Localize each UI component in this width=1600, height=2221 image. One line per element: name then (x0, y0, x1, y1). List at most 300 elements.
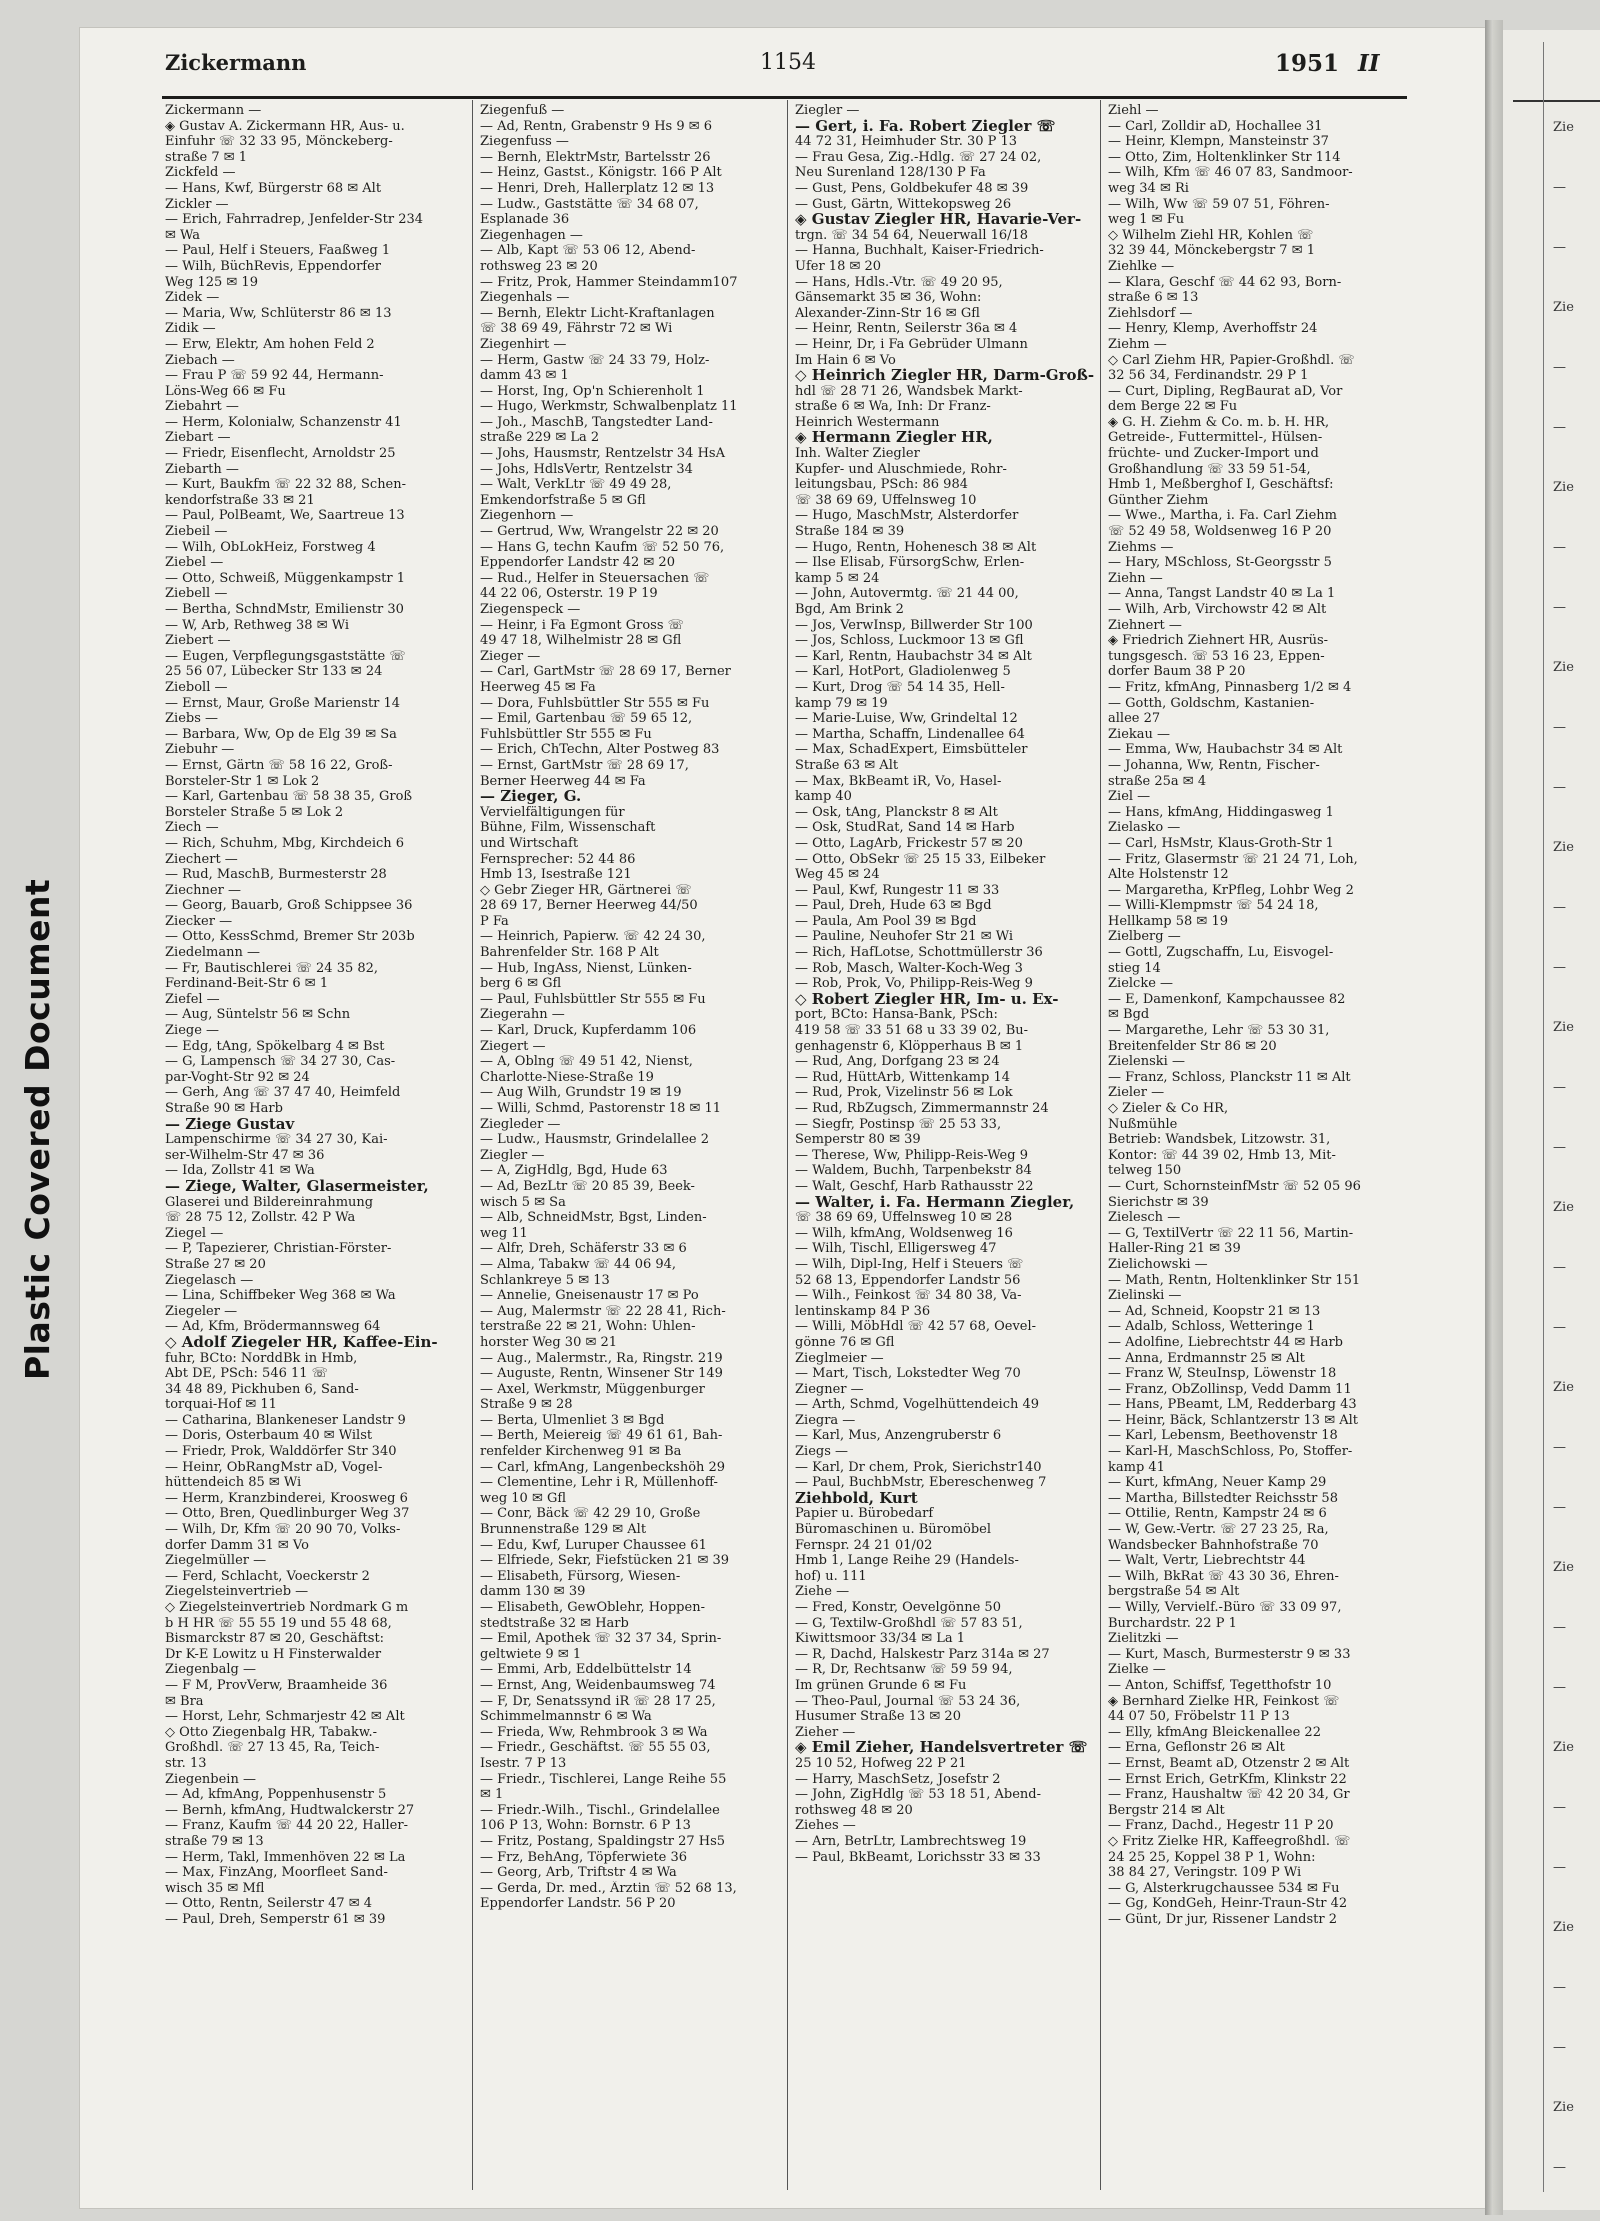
directory-entry-line: weg 10 ✉ Gfl (480, 1490, 567, 1506)
directory-entry-line: — Franz, Haushaltw ☏ 42 20 34, Gr (1108, 1787, 1350, 1803)
directory-entry-line: Zielcke — (1108, 976, 1174, 992)
directory-entry-line: — Paul, BkBeamt, Lorichsstr 33 ✉ 33 (795, 1849, 1041, 1865)
column-divider (1100, 100, 1101, 2190)
adjacent-page-fragment: — (1553, 1680, 1566, 1695)
directory-entry-line: — Heinz, Gastst., Königstr. 166 P Alt (480, 165, 722, 181)
directory-entry-line: — Hans, kfmAng, Hiddingasweg 1 (1108, 804, 1334, 820)
directory-entry-line: — Walt, VerkLtr ☏ 49 49 28, (480, 477, 672, 493)
directory-entry-line: — Siegfr, Postinsp ☏ 25 53 33, (795, 1116, 1002, 1132)
directory-entry-line: Borsteler Straße 5 ✉ Lok 2 (165, 804, 344, 820)
directory-entry-line: Burchardstr. 22 P 1 (1108, 1615, 1237, 1631)
directory-entry-line: — Georg, Arb, Triftstr 4 ✉ Wa (480, 1865, 677, 1881)
directory-entry-line: — A, ZigHdlg, Bgd, Hude 63 (480, 1163, 668, 1179)
directory-entry-line: — Frau Gesa, Zig.-Hdlg. ☏ 27 24 02, (795, 149, 1042, 165)
directory-entry-line: — Rud, Prok, Vizelinstr 56 ✉ Lok (795, 1085, 1013, 1101)
adjacent-page-fragment: — (1553, 1980, 1566, 1995)
directory-entry-line: Schlankreye 5 ✉ 13 (480, 1272, 610, 1288)
directory-entry-line: Zidek — (165, 290, 220, 306)
directory-entry-line: — Axel, Werkmstr, Müggenburger (480, 1381, 705, 1397)
directory-entry-line: Bgd, Am Brink 2 (795, 602, 904, 617)
directory-entry-line: — Adalb, Schloss, Wetteringe 1 (1108, 1319, 1315, 1335)
directory-column-1 (165, 103, 467, 2188)
directory-entry-line: — Rud, HüttArb, Wittenkamp 14 (795, 1069, 1010, 1085)
directory-entry-line: hof) u. 111 (795, 1568, 867, 1584)
directory-entry-line: Zielichowski — (1108, 1256, 1208, 1272)
directory-entry-line: — Rob, Masch, Walter-Koch-Weg 3 (795, 960, 1023, 976)
directory-entry-line: — Wilh, Arb, Virchowstr 42 ✉ Alt (1108, 602, 1327, 617)
directory-entry-line: Bühne, Film, Wissenschaft (480, 820, 656, 836)
directory-entry-line: 25 56 07, Lübecker Str 133 ✉ 24 (165, 664, 383, 680)
directory-entry-line: — Therese, Ww, Philipp-Reis-Weg 9 (795, 1147, 1028, 1163)
directory-entry-line: Ziegelsteinvertrieb — (165, 1584, 309, 1600)
directory-entry-line: — Elfriede, Sekr, Fiefstücken 21 ✉ 39 (480, 1553, 730, 1569)
directory-entry-line: Ziegenbein — (165, 1771, 256, 1787)
directory-entry-line: — Franz, Dachd., Hegestr 11 P 20 (1108, 1818, 1334, 1834)
directory-entry-line: — Willy, Vervielf.-Büro ☏ 33 09 97, (1108, 1600, 1342, 1615)
directory-entry-line: ◇ Gebr Zieger HR, Gärtnerei ☏ (480, 882, 692, 898)
directory-entry-line: — Willi, Schmd, Pastorenstr 18 ✉ 11 (480, 1101, 722, 1116)
directory-entry-line: Zieboll — (165, 679, 228, 695)
directory-entry-line: — Heinr, Klempn, Mansteinstr 37 (1108, 134, 1329, 150)
directory-entry-line: Ziegenbalg — (165, 1662, 256, 1678)
directory-entry-line: straße 6 ✉ 13 (1108, 290, 1199, 306)
directory-entry-line: — Wilh, Tischl, Elligersweg 47 (795, 1241, 997, 1257)
directory-entry-line: Zickler — (165, 196, 229, 212)
directory-entry-line: — Friedr.-Wilh., Tischl., Grindelallee (480, 1802, 720, 1818)
directory-entry-line: — Rud., Helfer in Steuersachen ☏ (480, 570, 710, 586)
directory-entry-line: — Alma, Tabakw ☏ 44 06 94, (480, 1256, 677, 1272)
directory-entry-line: Husumer Straße 13 ✉ 20 (795, 1709, 961, 1725)
directory-entry-line: berg 6 ✉ Gfl (480, 976, 562, 992)
directory-entry-line: — Curt, SchornsteinfMstr ☏ 52 05 96 (1108, 1178, 1361, 1194)
directory-entry-line: Großhandlung ☏ 33 59 51-54, (1108, 461, 1311, 477)
adjacent-page-fragment: Zie (1553, 120, 1574, 135)
directory-entry-line: und Wirtschaft (480, 835, 579, 851)
directory-entry-line: — Pauline, Neuhofer Str 21 ✉ Wi (795, 929, 1014, 945)
directory-entry-line: renfelder Kirchenweg 91 ✉ Ba (480, 1444, 682, 1460)
directory-entry-line: ✉ 1 (480, 1787, 504, 1803)
directory-entry-line: 28 69 17, Berner Heerweg 44/50 (480, 898, 698, 914)
adjacent-page-fragment: — (1553, 1080, 1566, 1095)
directory-entry-line: kamp 79 ✉ 19 (795, 695, 888, 711)
directory-entry-line: straße 25a ✉ 4 (1108, 773, 1207, 789)
directory-entry-line: Großhdl. ☏ 27 13 45, Ra, Teich- (165, 1740, 380, 1756)
directory-entry-line: Ziehbold, Kurt (795, 1490, 918, 1507)
directory-entry-line: kendorfstraße 33 ✉ 21 (165, 492, 315, 508)
directory-entry-line: par-Voght-Str 92 ✉ 24 (165, 1069, 310, 1085)
directory-entry-line: — Bertha, SchndMstr, Emilienstr 30 (165, 602, 404, 617)
directory-entry-line: Ziehn — (1108, 570, 1163, 586)
directory-entry-line: Emkendorfstraße 5 ✉ Gfl (480, 492, 646, 508)
adjacent-page-fragment: — (1553, 1800, 1566, 1815)
directory-entry-line: Gänsemarkt 35 ✉ 36, Wohn: (795, 290, 982, 306)
directory-entry-line: Ziegenfuss — (480, 134, 569, 150)
directory-entry-line: Weg 45 ✉ 24 (795, 867, 880, 883)
directory-entry-line: Brunnenstraße 129 ✉ Alt (480, 1522, 647, 1538)
directory-entry-line: Ziegler — (480, 1147, 545, 1163)
directory-entry-line: geltwiete 9 ✉ 1 (480, 1646, 582, 1662)
directory-entry-line: 32 39 44, Mönckebergstr 7 ✉ 1 (1108, 243, 1316, 259)
directory-entry-line: straße 7 ✉ 1 (165, 149, 248, 165)
adjacent-page-fragment: Zie (1553, 660, 1574, 675)
directory-entry-line: — Paul, Dreh, Semperstr 61 ✉ 39 (165, 1911, 386, 1927)
directory-entry-line: Zieger — (480, 648, 541, 664)
directory-entry-line: dem Berge 22 ✉ Fu (1108, 399, 1238, 415)
directory-entry-line: 32 56 34, Ferdinandstr. 29 P 1 (1108, 368, 1309, 384)
directory-entry-line: — Martha, Billstedter Reichsstr 58 (1108, 1490, 1338, 1506)
directory-entry-line: Straße 184 ✉ 39 (795, 524, 905, 540)
directory-entry-line: 34 48 89, Pickhuben 6, Sand- (165, 1381, 359, 1397)
directory-entry-line: — Wilh, ObLokHeiz, Forstweg 4 (165, 539, 376, 555)
directory-entry-line: ◇ Heinrich Ziegler HR, Darm-Groß- (795, 368, 1095, 384)
directory-entry-line: — Hans, Kwf, Bürgerstr 68 ✉ Alt (165, 180, 382, 196)
directory-entry-line: — Otto, Bren, Quedlinburger Weg 37 (165, 1506, 410, 1522)
directory-entry-line: Heerweg 45 ✉ Fa (480, 679, 596, 695)
directory-column-2 (480, 103, 782, 2188)
adjacent-page-fragment: — (1553, 240, 1566, 255)
directory-entry-line: Hmb 1, Meßberghof I, Geschäftsf: (1108, 477, 1334, 493)
directory-entry-line: — Ferd, Schlacht, Voeckerstr 2 (165, 1568, 370, 1584)
directory-entry-line: — G, Lampensch ☏ 34 27 30, Cas- (165, 1054, 396, 1070)
adjacent-page-fragment: — (1553, 1260, 1566, 1275)
directory-entry-line: — Otto, ObSekr ☏ 25 15 33, Eilbeker (795, 851, 1046, 867)
directory-entry-line: ◈ G. H. Ziehm & Co. m. b. H. HR, (1108, 414, 1330, 430)
directory-entry-line: Getreide-, Futtermittel-, Hülsen- (1108, 430, 1323, 446)
directory-entry-line: — Eugen, Verpflegungsgaststätte ☏ (165, 648, 406, 664)
directory-entry-line: — Gerh, Ang ☏ 37 47 40, Heimfeld (165, 1085, 401, 1101)
directory-entry-line: Ziehlke — (1108, 258, 1175, 274)
directory-entry-line: Ziegenfuß — (480, 103, 565, 118)
directory-entry-line: — Hugo, Rentn, Hohenesch 38 ✉ Alt (795, 539, 1037, 555)
directory-entry-line: — Ludw., Hausmstr, Grindelallee 2 (480, 1132, 710, 1148)
directory-entry-line: — Friedr., Geschäftst. ☏ 55 55 03, (480, 1740, 711, 1756)
adjacent-page-fragment: — (1553, 540, 1566, 555)
directory-entry-line: Zieglmeier — (795, 1350, 884, 1366)
directory-entry-line: ✉ Wa (165, 227, 201, 243)
directory-entry-line: Ziegenhals — (480, 290, 570, 306)
directory-entry-line: — Carl, Zolldir aD, Hochallee 31 (1108, 118, 1323, 134)
adjacent-page-fragment: Zie (1553, 1920, 1574, 1935)
directory-entry-line: — Lina, Schiffbeker Weg 368 ✉ Wa (165, 1288, 396, 1304)
directory-entry-line: weg 1 ✉ Fu (1108, 212, 1185, 228)
directory-entry-line: 24 25 25, Koppel 38 P 1, Wohn: (1108, 1849, 1316, 1865)
directory-entry-line: — Bernh, ElektrMstr, Bartelsstr 26 (480, 149, 711, 165)
directory-entry-line: — Curt, Dipling, RegBaurat aD, Vor (1108, 383, 1343, 399)
directory-entry-line: port, BCto: Hansa-Bank, PSch: (795, 1007, 998, 1023)
directory-entry-line: — Gottl, Zugschaffn, Lu, Eisvogel- (1108, 945, 1334, 961)
adjacent-page-fragment: — (1553, 1320, 1566, 1335)
directory-entry-line: — Hanna, Buchhalt, Kaiser-Friedrich- (795, 243, 1044, 259)
directory-entry-line: — Ernst, GartMstr ☏ 28 69 17, (480, 757, 689, 773)
directory-entry-line: Kontor: ☏ 44 39 02, Hmb 13, Mit- (1108, 1147, 1336, 1163)
directory-entry-line: Ziebert — (165, 633, 231, 649)
adjacent-page-fragment: — (1553, 2040, 1566, 2055)
adjacent-page-column-rule (1543, 42, 1546, 2192)
directory-entry-line: Borsteler-Str 1 ✉ Lok 2 (165, 773, 320, 789)
directory-entry-line: — Ernst, Ang, Weidenbaumsweg 74 (480, 1677, 716, 1693)
directory-entry-line: straße 229 ✉ La 2 (480, 430, 600, 446)
directory-entry-line: — Walt, Geschf, Harb Rathausstr 22 (795, 1178, 1034, 1194)
directory-entry-line: — A, Oblng ☏ 49 51 42, Nienst, (480, 1054, 693, 1070)
directory-year: 1951 (1275, 50, 1340, 77)
directory-entry-line: — Paul, BuchbMstr, Ebereschenweg 7 (795, 1475, 1047, 1491)
directory-entry-line: Berner Heerweg 44 ✉ Fa (480, 773, 646, 789)
directory-entry-line: — Wilh, Ww ☏ 59 07 51, Föhren- (1108, 196, 1330, 212)
directory-entry-line: — Karl, Gartenbau ☏ 58 38 35, Groß (165, 789, 413, 805)
directory-entry-line: — Wilh., Feinkost ☏ 34 80 38, Va- (795, 1288, 1022, 1304)
directory-entry-line: Ziegenhagen — (480, 227, 583, 243)
directory-entry-line: — Alb, Kapt ☏ 53 06 12, Abend- (480, 243, 696, 259)
directory-entry-line: Ziehe — (795, 1584, 850, 1600)
adjacent-page-fragment: — (1553, 1620, 1566, 1635)
directory-entry-line: kamp 40 (795, 789, 852, 805)
directory-entry-line: — Johs, Hausmstr, Rentzelstr 34 HsA (480, 446, 725, 462)
directory-entry-line: — Ziege Gustav (165, 1116, 295, 1133)
directory-entry-line: ◈ Gustav A. Zickermann HR, Aus- u. (165, 118, 405, 134)
directory-column-3 (795, 103, 1097, 2188)
adjacent-page-fragment: — (1553, 720, 1566, 735)
directory-entry-line: — Gertrud, Ww, Wrangelstr 22 ✉ 20 (480, 524, 719, 540)
directory-entry-line: stedtstraße 32 ✉ Harb (480, 1615, 629, 1631)
directory-entry-line: — Joh., MaschB, Tangstedter Land- (480, 414, 713, 430)
directory-entry-line: — Henry, Klemp, Averhoffstr 24 (1108, 321, 1318, 337)
directory-entry-line: — Karl, Lebensm, Beethovenstr 18 (1108, 1428, 1338, 1444)
directory-entry-line: — Berta, Ulmenliet 3 ✉ Bgd (480, 1412, 665, 1428)
directory-entry-line: Hellkamp 58 ✉ 19 (1108, 913, 1228, 929)
directory-entry-line: — Erich, ChTechn, Alter Postweg 83 (480, 742, 720, 758)
directory-entry-line: 52 68 13, Eppendorfer Landstr 56 (795, 1272, 1021, 1288)
adjacent-page-fragment: — (1553, 1140, 1566, 1155)
directory-entry-line: — Paul, Dreh, Hude 63 ✉ Bgd (795, 898, 992, 914)
directory-entry-line: Im grünen Grunde 6 ✉ Fu (795, 1677, 967, 1693)
directory-entry-line: — Paul, Kwf, Rungestr 11 ✉ 33 (795, 882, 1000, 898)
directory-entry-line: — Arth, Schmd, Vogelhüttendeich 49 (795, 1397, 1040, 1413)
directory-entry-line: — Karl, Dr chem, Prok, Sierichstr140 (795, 1459, 1042, 1475)
directory-entry-line: Ziebel — (165, 555, 224, 571)
directory-entry-line: Hmb 13, Isestraße 121 (480, 867, 632, 883)
directory-entry-line: Zieher — (795, 1724, 856, 1740)
directory-entry-line: — Willi-Klempmstr ☏ 54 24 18, (1108, 898, 1319, 914)
directory-entry-line: ☏ 38 69 69, Uffelnsweg 10 ✉ 28 (795, 1210, 1013, 1226)
directory-entry-line: Löns-Weg 66 ✉ Fu (165, 383, 286, 399)
directory-entry-line: Ziekau — (1108, 726, 1171, 742)
directory-entry-line: — Anna, Tangst Landstr 40 ✉ La 1 (1108, 586, 1336, 602)
directory-entry-line: — Aug Wilh, Grundstr 19 ✉ 19 (480, 1085, 682, 1101)
directory-entry-line: — Otto, Rentn, Seilerstr 47 ✉ 4 (165, 1896, 373, 1912)
directory-entry-line: — Rud, RbZugsch, Zimmermannstr 24 (795, 1101, 1049, 1116)
adjacent-page-fragment: — (1553, 1500, 1566, 1515)
directory-entry-line: — Fritz, kfmAng, Pinnasberg 1/2 ✉ 4 (1108, 679, 1352, 695)
directory-entry-line: bergstraße 54 ✉ Alt (1108, 1584, 1240, 1600)
directory-entry-line: 106 P 13, Wohn: Bornstr. 6 P 13 (480, 1818, 691, 1834)
adjacent-page-fragment: Zie (1553, 1380, 1574, 1395)
directory-entry-line: Ziebarth — (165, 461, 239, 477)
directory-entry-line: — Paula, Am Pool 39 ✉ Bgd (795, 913, 977, 929)
directory-entry-line: — Hub, IngAss, Nienst, Lünken- (480, 960, 692, 976)
directory-entry-line: Betrieb: Wandsbek, Litzowstr. 31, (1108, 1132, 1331, 1148)
directory-entry-line: — Adolfine, Liebrechtstr 44 ✉ Harb (1108, 1334, 1343, 1350)
directory-entry-line: — Osk, tAng, Planckstr 8 ✉ Alt (795, 804, 998, 820)
directory-entry-line: Ziebs — (165, 711, 219, 727)
directory-entry-line: Ziechner — (165, 882, 241, 898)
directory-entry-line: Zieler — (1108, 1085, 1165, 1101)
directory-entry-line: — Gust, Gärtn, Wittekopsweg 26 (795, 196, 1012, 212)
directory-entry-line: Neu Surenland 128/130 P Fa (795, 165, 986, 181)
adjacent-page-fragment: Zie (1553, 2100, 1574, 2115)
directory-entry-line: Bahrenfelder Str. 168 P Alt (480, 945, 659, 961)
directory-entry-line: Ufer 18 ✉ 20 (795, 258, 882, 274)
directory-entry-line: lentinskamp 84 P 36 (795, 1303, 931, 1319)
directory-entry-line: — Alb, SchneidMstr, Bgst, Linden- (480, 1210, 707, 1226)
directory-entry-line: Ziel — (1108, 789, 1151, 805)
directory-column-4 (1108, 103, 1410, 2188)
directory-entry-line: — G, TextilVertr ☏ 22 11 56, Martin- (1108, 1225, 1354, 1241)
header-rule (162, 96, 1407, 99)
directory-entry-line: rothsweg 48 ✉ 20 (795, 1802, 913, 1818)
directory-entry-line: Ziegner — (795, 1381, 864, 1397)
directory-entry-line: — Franz, ObZollinsp, Vedd Damm 11 (1108, 1381, 1352, 1397)
directory-entry-line: weg 34 ✉ Ri (1108, 180, 1189, 196)
directory-entry-line: — Jos, Schloss, Luckmoor 13 ✉ Gfl (795, 633, 1024, 649)
directory-entry-line: kamp 41 (1108, 1459, 1165, 1475)
directory-entry-line: Zielitzki — (1108, 1631, 1179, 1647)
directory-entry-line: ◈ Gustav Ziegler HR, Havarie-Ver- (795, 212, 1082, 228)
directory-entry-line: — Otto, LagArb, Frickestr 57 ✉ 20 (795, 835, 1023, 851)
directory-entry-line: — Johanna, Ww, Rentn, Fischer- (1108, 757, 1320, 773)
directory-entry-line: Papier u. Bürobedarf (795, 1506, 934, 1522)
directory-entry-line: — Maria, Ww, Schlüterstr 86 ✉ 13 (165, 305, 392, 321)
adjacent-page-fragment: Zie (1553, 1200, 1574, 1215)
directory-entry-line: Ziegenhorn — (480, 508, 574, 524)
adjacent-page-fragment: — (1553, 960, 1566, 975)
directory-entry-line: — R, Dr, Rechtsanw ☏ 59 59 94, (795, 1662, 1013, 1678)
directory-entry-line: Glaserei und Bildereinrahmung (165, 1194, 374, 1210)
directory-entry-line: — Willi, MöbHdl ☏ 42 57 68, Oevel- (795, 1319, 1037, 1335)
directory-entry-line: — Marie-Luise, Ww, Grindeltal 12 (795, 711, 1018, 727)
directory-entry-line: — Johs, HdlsVertr, Rentzelstr 34 (480, 461, 693, 477)
directory-entry-line: ◇ Zieler & Co HR, (1108, 1101, 1229, 1116)
directory-entry-line: Ziebart — (165, 430, 231, 446)
directory-entry-line: stieg 14 (1108, 960, 1161, 976)
directory-entry-line: trgn. ☏ 34 54 64, Neuerwall 16/18 (795, 227, 1029, 243)
directory-entry-line: Ziegenspeck — (480, 602, 581, 617)
directory-entry-line: — Erw, Elektr, Am hohen Feld 2 (165, 336, 375, 352)
directory-entry-line: — Hary, MSchloss, St-Georgsstr 5 (1108, 555, 1332, 571)
directory-entry-line: rothsweg 23 ✉ 20 (480, 258, 598, 274)
directory-entry-line: — Harry, MaschSetz, Josefstr 2 (795, 1771, 1001, 1787)
directory-entry-line: — Erna, Geflonstr 26 ✉ Alt (1108, 1740, 1285, 1756)
directory-entry-line: Semperstr 80 ✉ 39 (795, 1132, 921, 1148)
directory-entry-line: — Franz, Kaufm ☏ 44 20 22, Haller- (165, 1818, 408, 1834)
directory-entry-line: ✉ Bra (165, 1693, 204, 1709)
directory-entry-line: Ziech — (165, 820, 219, 836)
directory-entry-line: Ziechert — (165, 851, 238, 867)
directory-entry-line: — Ad, BezLtr ☏ 20 85 39, Beek- (480, 1178, 695, 1194)
directory-entry-line: Ziebuhr — (165, 742, 235, 758)
directory-entry-line: — Waldem, Buchh, Tarpenbekstr 84 (795, 1163, 1032, 1179)
directory-entry-line: — Carl, GartMstr ☏ 28 69 17, Berner (480, 664, 731, 680)
directory-entry-line: — Fritz, Prok, Hammer Steindamm107 (480, 274, 738, 290)
directory-entry-line: — Gust, Pens, Goldbekufer 48 ✉ 39 (795, 180, 1029, 196)
directory-entry-line: Eppendorfer Landstr 42 ✉ 20 (480, 555, 675, 571)
directory-entry-line: tungsgesch. ☏ 53 16 23, Eppen- (1108, 648, 1325, 664)
directory-entry-line: — Catharina, Blankeneser Landstr 9 (165, 1412, 406, 1428)
directory-entry-line: — Ad, Kfm, Brödermannsweg 64 (165, 1319, 381, 1335)
directory-entry-line: — Otto, Schweiß, Müggenkampstr 1 (165, 570, 405, 586)
directory-entry-line: — Annelie, Gneisenaustr 17 ✉ Po (480, 1288, 699, 1304)
adjacent-page-fragment: — (1553, 780, 1566, 795)
directory-entry-line: — Berth, Meiereig ☏ 49 61 61, Bah- (480, 1428, 723, 1444)
directory-entry-line: — Osk, StudRat, Sand 14 ✉ Harb (795, 820, 1015, 836)
directory-entry-line: kamp 5 ✉ 24 (795, 570, 880, 586)
directory-entry-line: — Ad, Schneid, Koopstr 21 ✉ 13 (1108, 1303, 1321, 1319)
directory-entry-line: Bergstr 214 ✉ Alt (1108, 1802, 1225, 1818)
plastic-covered-label: Plastic Covered Document (18, 878, 57, 1380)
directory-entry-line: — Friedr, Eisenflecht, Arnoldstr 25 (165, 446, 396, 462)
running-head-name: Zickermann (165, 50, 307, 75)
directory-entry-line: Schimmelmannstr 6 ✉ Wa (480, 1709, 652, 1725)
directory-entry-line: ◇ Adolf Ziegeler HR, Kaffee-Ein- (165, 1334, 438, 1351)
directory-entry-line: — Günt, Dr jur, Rissener Landstr 2 (1108, 1911, 1337, 1927)
directory-entry-line: — Hans, Hdls.-Vtr. ☏ 49 20 95, (795, 274, 1003, 290)
directory-entry-line: Straße 63 ✉ Alt (795, 757, 899, 773)
directory-entry-line: — Fred, Konstr, Oevelgönne 50 (795, 1600, 1001, 1615)
directory-entry-line: — Mart, Tisch, Lokstedter Weg 70 (795, 1366, 1021, 1382)
column-divider (787, 100, 788, 2190)
page-number: 1154 (760, 50, 816, 75)
directory-entry-line: — Friedr., Tischlerei, Lange Reihe 55 (480, 1771, 727, 1787)
directory-entry-line: Im Hain 6 ✉ Vo (795, 352, 896, 368)
directory-entry-line: — Wilh, Dipl-Ing, Helf i Steuers ☏ (795, 1256, 1024, 1272)
directory-entry-line: — Emma, Ww, Haubachstr 34 ✉ Alt (1108, 742, 1343, 758)
directory-entry-line: — Ernst, Gärtn ☏ 58 16 22, Groß- (165, 757, 393, 773)
directory-entry-line: — Emmi, Arb, Eddelbüttelstr 14 (480, 1662, 692, 1678)
directory-entry-line: — Walter, i. Fa. Hermann Ziegler, (795, 1194, 1075, 1211)
directory-entry-line: — John, Autovermtg. ☏ 21 44 00, (795, 586, 1019, 602)
directory-entry-line: damm 43 ✉ 1 (480, 368, 569, 384)
directory-entry-line: — Karl-H, MaschSchloss, Po, Stoffer- (1108, 1444, 1353, 1460)
directory-entry-line: — Anton, Schiffsf, Tegetthofstr 10 (1108, 1677, 1332, 1693)
directory-entry-line: — Jos, VerwInsp, Billwerder Str 100 (795, 617, 1033, 633)
directory-entry-line: — Gotth, Goldschm, Kastanien- (1108, 695, 1315, 711)
directory-entry-line: — Emil, Gartenbau ☏ 59 65 12, (480, 711, 693, 727)
directory-entry-line: str. 13 (165, 1755, 207, 1771)
directory-entry-line: — Ernst Erich, GetrKfm, Klinkstr 22 (1108, 1771, 1347, 1787)
directory-entry-line: — R, Dachd, Halskestr Parz 314a ✉ 27 (795, 1646, 1050, 1662)
directory-entry-line: — Otto, Zim, Holtenklinker Str 114 (1108, 149, 1341, 165)
directory-entry-line: — Herm, Gastw ☏ 24 33 79, Holz- (480, 352, 710, 368)
directory-entry-line: — Ernst, Maur, Große Marienstr 14 (165, 695, 401, 711)
directory-entry-line: — Ilse Elisab, FürsorgSchw, Erlen- (795, 555, 1025, 571)
directory-entry-line: Zielasko — (1108, 820, 1181, 836)
directory-entry-line: Ziehms — (1108, 539, 1174, 555)
directory-entry-line: hüttendeich 85 ✉ Wi (165, 1475, 302, 1491)
directory-entry-line: — Klara, Geschf ☏ 44 62 93, Born- (1108, 274, 1342, 290)
directory-entry-line: torquai-Hof ✉ 11 (165, 1397, 277, 1413)
directory-entry-line: 49 47 18, Wilhelmistr 28 ✉ Gfl (480, 633, 682, 649)
directory-entry-line: Ziebell — (165, 586, 228, 602)
directory-entry-line: genhagenstr 6, Klöpperhaus B ✉ 1 (795, 1038, 1024, 1054)
directory-entry-line: Charlotte-Niese-Straße 19 (480, 1069, 654, 1085)
directory-entry-line: Esplanade 36 (480, 212, 570, 228)
directory-entry-line: Inh. Walter Ziegler (795, 446, 920, 462)
directory-entry-line: — Margarethe, Lehr ☏ 53 30 31, (1108, 1023, 1330, 1039)
directory-entry-line: Ziebeil — (165, 524, 228, 540)
directory-entry-line: — Math, Rentn, Holtenklinker Str 151 (1108, 1272, 1361, 1288)
directory-entry-line: 25 10 52, Hofweg 22 P 21 (795, 1755, 967, 1771)
directory-entry-line: dorfer Damm 31 ✉ Vo (165, 1537, 309, 1553)
directory-entry-line: — Rud, MaschB, Burmesterstr 28 (165, 867, 387, 883)
